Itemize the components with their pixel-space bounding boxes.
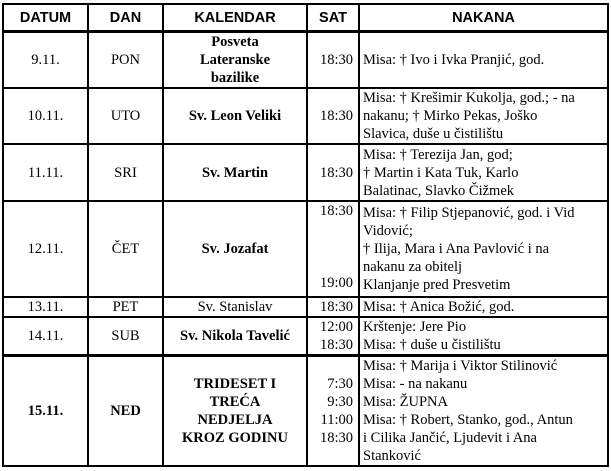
intention-line: Misa: † Terezija Jan, god; <box>363 146 513 163</box>
header-row <box>3 4 608 32</box>
schedule-body <box>3 32 608 467</box>
time-line: 11:00 <box>320 412 353 428</box>
intention-line: Misa: ŽUPNA <box>363 394 448 410</box>
header-sat: SAT <box>307 4 359 32</box>
calendar-cell <box>163 297 307 317</box>
time-line: 18:30 <box>319 108 353 124</box>
calendar-line: NEDJELJA <box>197 412 273 428</box>
date-text: 12.11. <box>27 241 64 257</box>
day-text: SUB <box>111 328 140 344</box>
table-row <box>3 144 608 201</box>
day-text: ČET <box>111 241 140 257</box>
day-text: PON <box>110 52 140 68</box>
calendar-cell <box>163 88 307 144</box>
table-row <box>3 297 608 317</box>
date-text: 11.11. <box>27 164 64 181</box>
day-text: PET <box>112 299 139 315</box>
table-row <box>3 317 608 356</box>
intention-line: † Ilija, Mara i Ana Pavlović i na <box>363 241 550 257</box>
calendar-cell <box>163 317 307 356</box>
calendar-line: Sv. Jozafat <box>201 241 269 257</box>
intention-cell <box>359 88 608 144</box>
time-line: 12:00 <box>319 319 353 335</box>
time-cell <box>307 32 359 89</box>
intention-cell <box>359 32 608 89</box>
calendar-line: Posveta <box>211 34 259 50</box>
day-text: UTO <box>110 108 141 124</box>
intention-cell <box>359 317 608 356</box>
time-cell <box>307 201 359 297</box>
intention-line: Misa: † Marija i Viktor Stilinović <box>363 358 558 374</box>
intention-line: Misa: - na nakanu <box>363 376 468 392</box>
intention-line: Misa: † duše u čistilištu <box>363 337 501 353</box>
table-row <box>3 356 608 467</box>
day-cell <box>88 88 163 144</box>
date-cell <box>3 297 88 317</box>
intention-cell <box>359 201 608 297</box>
day-cell <box>88 201 163 297</box>
date-text: 9.11. <box>31 52 60 68</box>
intention-line: Balatinac, Slavko Čižmek <box>363 182 515 199</box>
calendar-line: KROZ GODINU <box>182 430 288 446</box>
intention-line: Stanković <box>363 448 421 464</box>
day-text: NED <box>110 403 141 419</box>
calendar-line: TRIDESET I <box>193 376 277 392</box>
time-cell <box>307 297 359 317</box>
date-cell <box>3 317 88 356</box>
day-cell <box>88 297 163 317</box>
header-dan: DAN <box>88 4 163 32</box>
time-cell <box>307 317 359 356</box>
header-kalendar: KALENDAR <box>163 4 307 32</box>
time-cell <box>307 144 359 201</box>
time-cell <box>307 88 359 144</box>
day-cell <box>88 32 163 89</box>
intention-line: Misa: † Robert, Stanko, god., Antun <box>363 412 573 428</box>
calendar-line: Sv. Stanislav <box>197 299 273 315</box>
date-cell <box>3 88 88 144</box>
calendar-line: TREĆA <box>209 394 261 410</box>
calendar-cell <box>163 201 307 297</box>
intention-line: Slavica, duše u čistilištu <box>363 126 504 142</box>
date-text: 10.11. <box>27 108 64 124</box>
time-line: 18:30 <box>319 52 353 68</box>
date-cell <box>3 201 88 297</box>
table-row <box>3 32 608 89</box>
time-line: 18:30 <box>319 164 353 181</box>
table-row <box>3 88 608 144</box>
date-text: 13.11. <box>27 299 64 315</box>
time-spacer <box>308 256 353 274</box>
intention-cell <box>359 356 608 467</box>
intention-line: nakanu za obitelj <box>363 259 463 275</box>
calendar-line: bazilike <box>210 70 260 86</box>
intention-cell <box>359 144 608 201</box>
time-line: 18:30 <box>319 203 353 219</box>
time-line: 18:30 <box>319 299 353 315</box>
time-spacer <box>308 238 353 256</box>
day-cell <box>88 317 163 356</box>
date-cell <box>3 356 88 467</box>
time-line: 18:30 <box>319 430 353 446</box>
calendar-cell <box>163 356 307 467</box>
table-row <box>3 201 608 297</box>
intention-line: Krštenje: Jere Pio <box>363 319 467 335</box>
mass-schedule-table <box>2 3 609 467</box>
calendar-line: Sv. Leon Veliki <box>188 108 282 124</box>
intention-line: † Martin i Kata Tuk, Karlo <box>363 164 519 181</box>
time-line: 19:00 <box>319 275 353 291</box>
intention-line: Misa: † Krešimir Kukolja, god.; - na <box>363 90 575 106</box>
intention-cell <box>359 297 608 317</box>
intention-line: Misa: † Ivo i Ivka Pranjić, god. <box>363 52 545 68</box>
time-spacer <box>308 220 353 238</box>
date-cell <box>3 144 88 201</box>
time-line: 18:30 <box>319 337 353 353</box>
header-datum: DATUM <box>3 4 88 32</box>
intention-line: Misa: † Anica Božić, god. <box>363 299 515 315</box>
time-line: 7:30 <box>327 376 353 392</box>
date-text: 15.11. <box>27 403 64 419</box>
intention-line: Klanjanje pred Presvetim <box>363 277 511 293</box>
calendar-line: Sv. Nikola Tavelić <box>180 328 290 344</box>
day-text: SRI <box>114 164 137 181</box>
calendar-line: Sv. Martin <box>201 164 269 181</box>
intention-line: Vidović; <box>363 223 413 239</box>
date-cell <box>3 32 88 89</box>
calendar-cell <box>163 144 307 201</box>
time-line: 9:30 <box>327 394 353 410</box>
day-cell <box>88 144 163 201</box>
calendar-line: Lateranske <box>199 52 271 68</box>
date-text: 14.11. <box>27 328 64 344</box>
intention-line: i Cilika Jančić, Ljudevit i Ana <box>363 430 537 446</box>
header-nakana: NAKANA <box>359 4 608 32</box>
intention-line: nakanu; † Mirko Pekas, Joško <box>363 108 538 124</box>
time-cell <box>307 356 359 467</box>
day-cell <box>88 356 163 467</box>
intention-line: Misa: † Filip Stjepanović, god. i Vid <box>363 205 575 221</box>
calendar-cell <box>163 32 307 89</box>
